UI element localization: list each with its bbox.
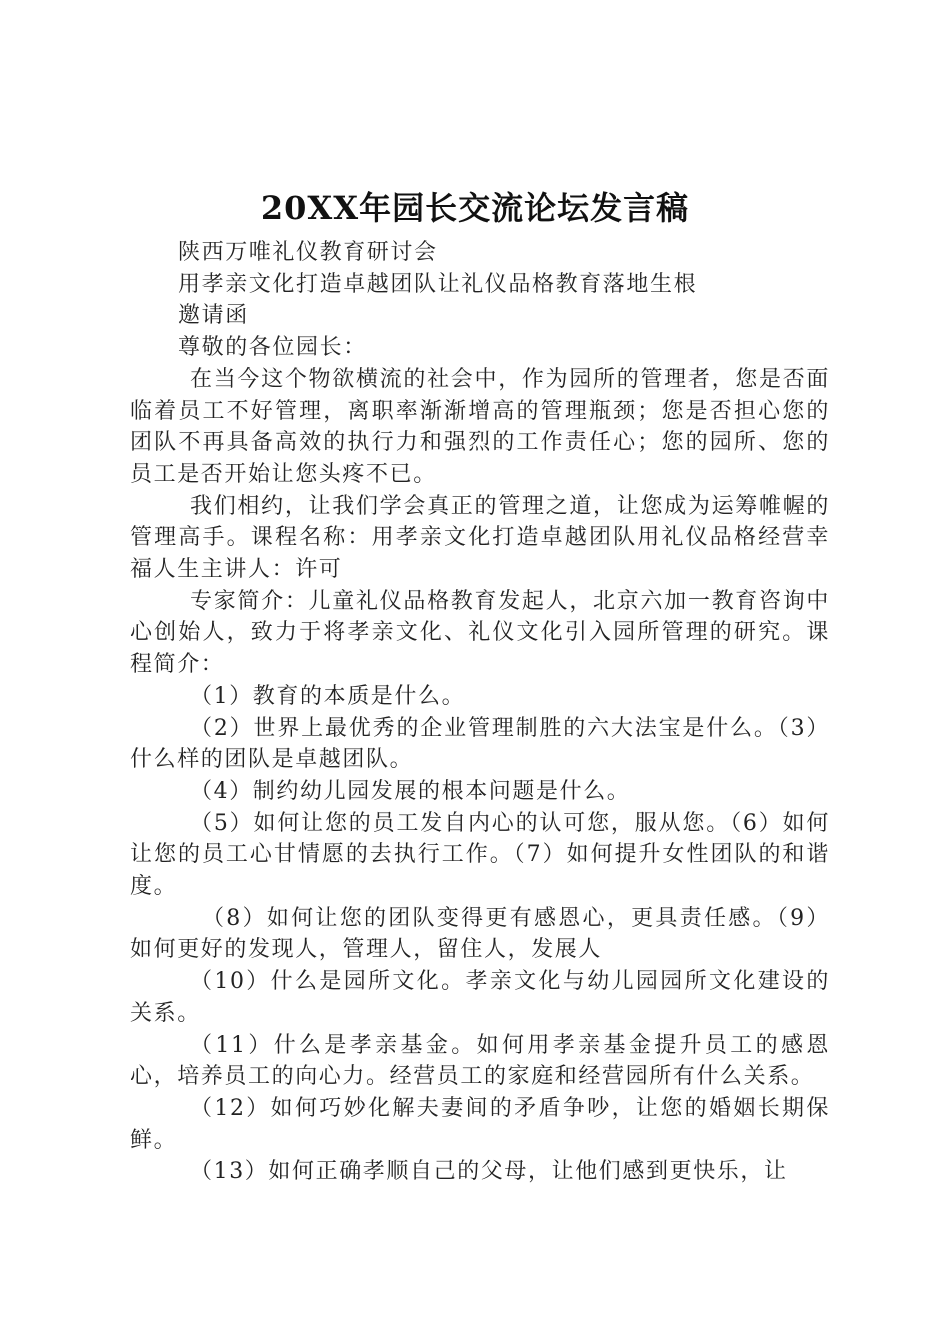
list-item-13: （13）如何正确孝顺自己的父母，让他们感到更快乐，让 [190, 1159, 788, 1185]
paragraph-theme: 用孝亲文化打造卓越团队让礼仪品格教育落地生根 [178, 271, 698, 297]
paragraph-intro: 在当今这个物欲横流的社会中，作为园所的管理者，您是否面临着员工不好管理，离职率渐渐增高的管理瓶颈；您是否担心您的团队不再具备高效的执行力和强烈的工作责任心；您的园所、您的员工是否开始让您头疼不已。 [130, 366, 830, 487]
list-item-11: （11）什么是孝亲基金。如何用孝亲基金提升员工的感恩心，培养员工的向心力。经营员工的家庭和经营园所有什么关系。 [130, 1032, 830, 1090]
list-item-4: （4）制约幼儿园发展的根本问题是什么。 [190, 778, 631, 804]
list-item-2-3: （2）世界上最优秀的企业管理制胜的六大法宝是什么。（3）什么样的团队是卓越团队。 [130, 715, 830, 773]
paragraph-invitation: 邀请函 [178, 303, 249, 329]
document-body [130, 237, 830, 1188]
paragraph-expert-intro: 专家简介：儿童礼仪品格教育发起人，北京六加一教育咨询中心创始人，致力于将孝亲文化、礼仪文化引入园所管理的研究。课程简介： [130, 588, 830, 678]
list-item-12: （12）如何巧妙化解夫妻间的矛盾争吵，让您的婚姻长期保鲜。 [130, 1095, 830, 1153]
paragraph-course-name: 我们相约，让我们学会真正的管理之道，让您成为运筹帷幄的管理高手。课程名称：用孝亲文化打造卓越团队用礼仪品格经营幸福人生主讲人：许可 [130, 493, 830, 583]
list-item-5-7: （5）如何让您的员工发自内心的认可您，服从您。（6）如何让您的员工心甘情愿的去执行工作。（7）如何提升女性团队的和谐度。 [130, 810, 830, 900]
list-item-8-9: （8）如何让您的团队变得更有感恩心，更具责任感。（9）如何更好的发现人，管理人，留住人，发展人 [130, 905, 830, 963]
list-item-1: （1）教育的本质是什么。 [190, 683, 466, 709]
paragraph-seminar-name: 陕西万唯礼仪教育研讨会 [178, 240, 438, 265]
document-title: 20XX年园长交流论坛发言稿 [260, 189, 690, 227]
list-item-10: （10）什么是园所文化。孝亲文化与幼儿园园所文化建设的关系。 [130, 969, 830, 1026]
paragraph-salutation: 尊敬的各位园长： [178, 335, 367, 361]
